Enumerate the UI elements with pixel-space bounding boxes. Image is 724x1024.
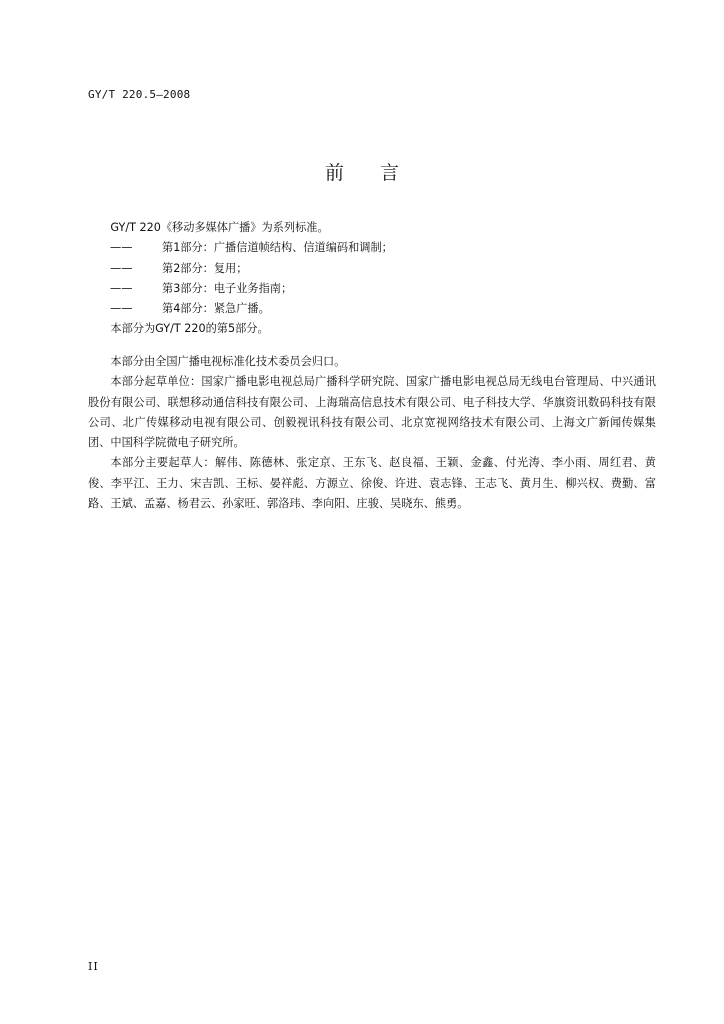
part-statement: 本部分为GY/T 220的第5部分。 xyxy=(110,322,269,336)
drafters-paragraph: 本部分主要起草人：解伟、陈德林、张定京、王东飞、赵良福、王颖、金鑫、付光涛、李小雨、周红君、黄俊、李平江、王力、宋吉凯、王标、晏祥彪、方源立、徐俊、许进、袁志锋、王志飞、黄月生、柳兴权、费勤、富路、王斌、孟嘉、杨君云、孙家旺、郭洛玮、李向阳、庄骏、吴晓东、熊勇。 xyxy=(88,456,656,511)
page-number: II xyxy=(88,960,99,973)
list-dash: —— xyxy=(110,281,133,295)
list-dash: —— xyxy=(110,302,133,316)
responsible-committee-paragraph: 本部分由全国广播电视标准化技术委员会归口。 xyxy=(110,355,346,368)
part-text: 第3部分：电子业务指南； xyxy=(162,281,293,295)
part-list-item xyxy=(88,259,656,279)
part-text: 第2部分：复用； xyxy=(162,261,248,275)
part-list-item xyxy=(88,279,656,299)
intro-section xyxy=(88,218,656,340)
document-code: GY/T 220.5—2008 xyxy=(88,88,191,101)
part-text: 第4部分：紧急广播。 xyxy=(162,302,270,316)
list-dash: —— xyxy=(110,261,133,275)
part-list-item xyxy=(88,299,656,319)
part-text: 第1部分：广播信道帧结构、信道编码和调制； xyxy=(162,241,393,255)
credits-section xyxy=(88,352,656,514)
page-title: 前言 xyxy=(324,162,435,184)
part-list-item xyxy=(88,238,656,258)
intro-paragraph: GY/T 220《移动多媒体广播》为系列标准。 xyxy=(110,221,329,234)
drafting-units-paragraph: 本部分起草单位：国家广播电影电视总局广播科学研究院、国家广播电影电视总局无线电台管理局、中兴通讯股份有限公司、联想移动通信科技有限公司、上海瑞高信息技术有限公司、电子科技大学、华旗资讯数码科技有限公司、北广传媒移动电视有限公司、创毅视讯科技有限公司、北京宽视网络技术有限公司、上海文广新闻传媒集团、中国科学院微电子研究所。 xyxy=(88,375,656,450)
list-dash: —— xyxy=(110,241,133,255)
